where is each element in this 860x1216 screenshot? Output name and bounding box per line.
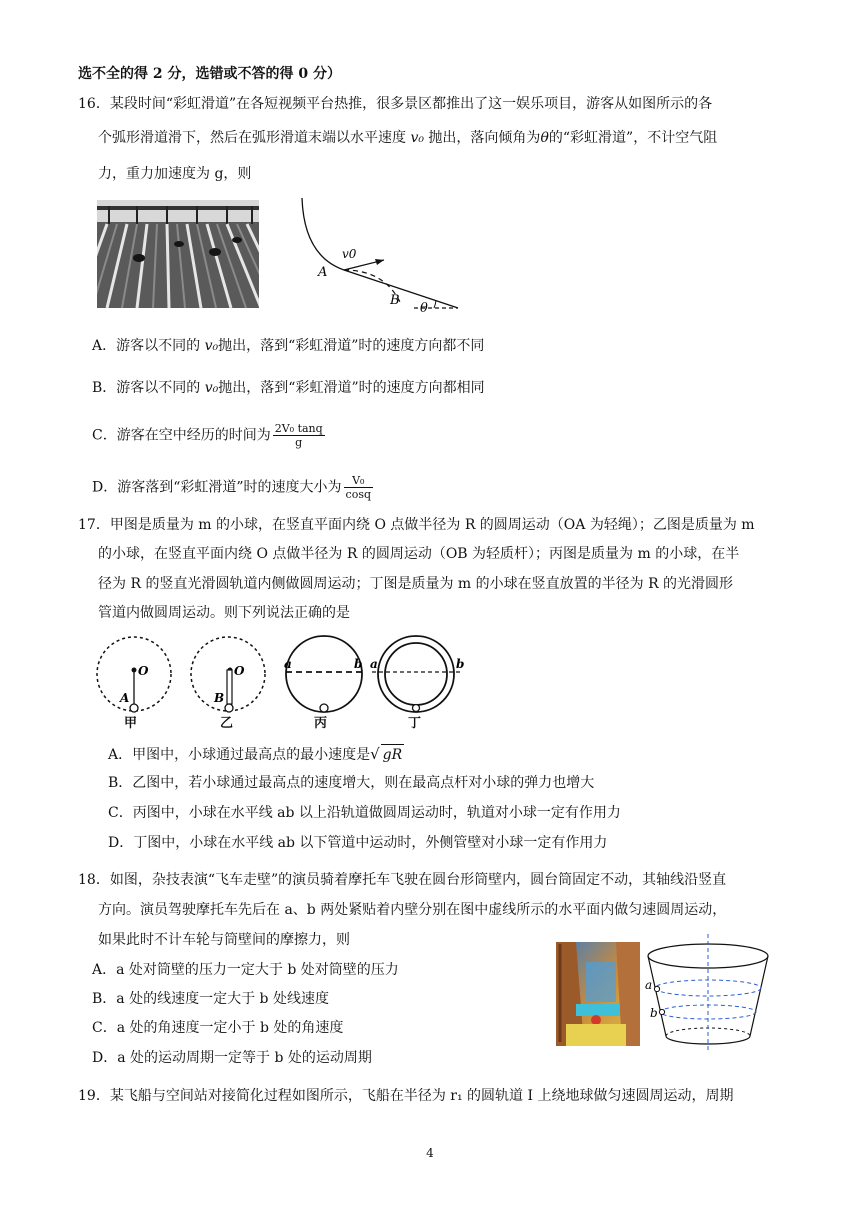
o-label: O: [138, 664, 149, 678]
point-a-label: A: [318, 265, 328, 280]
caption-jia: 甲: [124, 716, 138, 731]
option-text: D．游客落到“彩虹滑道”时的速度大小为: [92, 479, 342, 496]
theta-symbol: θ: [540, 130, 549, 146]
b-point-label: b: [456, 657, 465, 671]
fraction-denominator: cosq: [345, 488, 372, 501]
q18-stem-line1: 18．如图，杂技表演“飞车走壁”的演员骑着摩托车飞驶在圆台形筒壁内，圆台筒固定不动，其轴线沿竖直: [78, 872, 727, 888]
a-point-label: a: [370, 657, 378, 671]
caption-ding: 丁: [408, 716, 422, 731]
q17-option-c: C．丙图中，小球在水平线 ab 以上沿轨道做圆周运动时，轨道对小球一定有作用力: [108, 805, 621, 821]
figure-bing: [284, 636, 362, 712]
q17-option-a: [108, 744, 404, 765]
v0-symbol: v₀: [204, 338, 219, 354]
q16-option-a: [92, 336, 484, 356]
q17-stem-line1: 17．甲图是质量为 m 的小球，在竖直平面内绕 O 点做半径为 R 的圆周运动（OA 为轻绳）；乙图是质量为 m: [78, 517, 755, 533]
q16-text: 个弧形滑道滑下，然后在弧形滑道末端以水平速度: [98, 130, 411, 146]
v0-label: v0: [342, 247, 357, 261]
q18-stem-line2: 方向。演员驾驶摩托车先后在 a、b 两处紧贴着内壁分别在图中虚线所示的水平面内做匀速圆周运动，: [98, 902, 727, 918]
a-label: A: [120, 691, 130, 705]
sqrt-icon: √: [370, 745, 380, 763]
arrow-head-icon: [375, 259, 384, 265]
v0-symbol: v₀: [410, 130, 424, 146]
q16-stem-line2: [98, 128, 717, 148]
q18-option-c: C．a 处的角速度一定小于 b 处的角速度: [92, 1020, 344, 1036]
o-label: O: [234, 664, 245, 678]
rainbow-slide-photo: [97, 200, 259, 308]
figure-jia: [97, 637, 171, 712]
theta-label: θ: [420, 301, 428, 314]
speed-fraction: [344, 474, 373, 501]
a-label: a: [645, 978, 653, 992]
motorcycle-wall-photo: [556, 942, 640, 1046]
option-text: B．游客以不同的: [92, 380, 205, 396]
figure-ding: [370, 636, 464, 712]
fraction-numerator: V₀: [344, 474, 373, 488]
cone-left-wall: [648, 956, 666, 1036]
radicand-text: gR: [382, 747, 403, 763]
cone-wall-diagram: [644, 932, 776, 1054]
page-number: 4: [426, 1146, 434, 1160]
fraction-numerator: 2V₀ tanq: [274, 422, 323, 435]
b-label: b: [650, 1006, 658, 1020]
q16-stem-line3: 力，重力加速度为 g，则: [98, 166, 252, 182]
option-text: 抛出，落到“彩虹滑道”时的速度方向都不同: [218, 338, 485, 354]
figure-yi: [191, 637, 265, 712]
q17-stem-line4: 管道内做圆周运动。则下列说法正确的是: [98, 605, 350, 621]
q19-stem-line1: 19．某飞船与空间站对接简化过程如图所示，飞船在半径为 r₁ 的圆轨道 I 上绕地球做匀速圆周运动，周期: [78, 1088, 734, 1104]
option-text: A．甲图中，小球通过最高点的最小速度是: [108, 747, 371, 763]
q18-option-a: A．a 处对筒壁的压力一定大于 b 处对筒壁的压力: [92, 962, 399, 978]
caption-bing: 丙: [314, 716, 328, 731]
v0-symbol: v₀: [204, 380, 219, 396]
b-label: B: [214, 691, 225, 705]
q16-option-d: [92, 474, 373, 501]
slide-track: [302, 198, 458, 308]
header-note: 选不全的得 2 分，选错或不答的得 0 分）: [78, 66, 341, 82]
q18-stem-line3: 如果此时不计车轮与筒壁间的摩擦力，则: [98, 932, 350, 948]
q16-text: 抛出，落向倾角为: [423, 130, 541, 146]
time-fraction: [273, 422, 325, 449]
point-a-marker: [654, 986, 659, 991]
q17-option-d: D．丁图中，小球在水平线 ab 以下管道中运动时，外侧管壁对小球一定有作用力: [108, 835, 608, 851]
cone-right-wall: [750, 956, 768, 1036]
option-text: A．游客以不同的: [92, 338, 205, 354]
option-text: 抛出，落到“彩虹滑道”时的速度方向都相同: [218, 380, 485, 396]
q17-stem-line3: 径为 R 的竖直光滑圆轨道内侧做圆周运动；丁图是质量为 m 的小球在竖直放置的半径为 R 的光滑圆形: [98, 576, 734, 592]
q17-stem-line2: 的小球，在竖直平面内绕 O 点做半径为 R 的圆周运动（OB 为轻质杆）；丙图是质量为 m 的小球，在半: [98, 546, 740, 562]
sqrt-radicand: [381, 744, 405, 765]
fraction-denominator: g: [295, 436, 303, 449]
q16-text: 的“彩虹滑道”，不计空气阻: [548, 130, 718, 146]
b-point-label: b: [354, 657, 363, 671]
slide-trajectory-diagram: [274, 196, 464, 314]
point-b-marker: [659, 1009, 664, 1014]
angle-arc: [434, 300, 436, 308]
option-text: C．游客在空中经历的时间为: [92, 427, 271, 444]
point-b-label: B: [390, 293, 400, 308]
caption-yi: 乙: [220, 716, 234, 731]
q16-stem-line1: 16．某段时间“彩虹滑道”在各短视频平台热推，很多景区都推出了这一娱乐项目，游客从如图所示的各: [78, 96, 713, 112]
a-point-label: a: [284, 657, 292, 671]
q17-option-b: B．乙图中，若小球通过最高点的速度增大，则在最高点杆对小球的弹力也增大: [108, 775, 595, 791]
q18-option-d: D．a 处的运动周期一定等于 b 处的运动周期: [92, 1050, 372, 1066]
q18-option-b: B．a 处的线速度一定大于 b 处线速度: [92, 991, 329, 1007]
q16-option-b: [92, 378, 485, 398]
q16-option-c: [92, 422, 325, 449]
